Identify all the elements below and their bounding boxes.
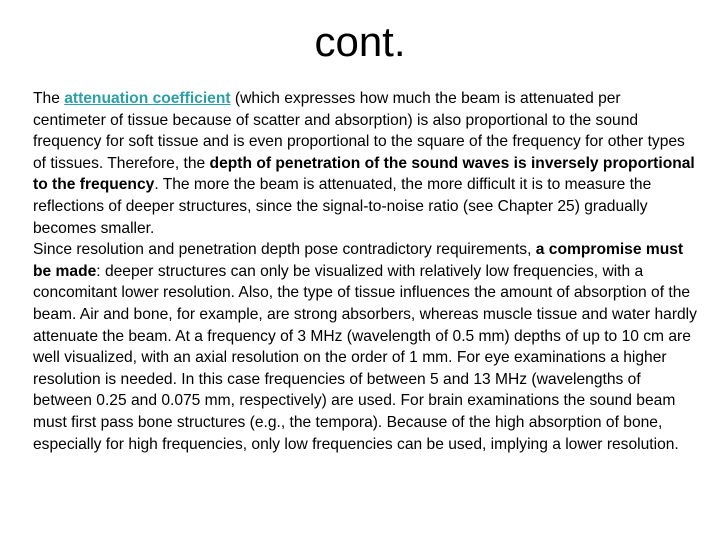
paragraph-text: The xyxy=(33,90,65,107)
penetration-depth-statement: depth of penetration of the sound waves is inversely proportional to the frequency xyxy=(33,154,695,194)
compromise-statement: a compromise must be made xyxy=(33,241,684,280)
attenuation-coefficient-link[interactable]: attenuation coefficient xyxy=(64,90,231,107)
paragraph-compromise xyxy=(33,239,697,455)
paragraph-text: Since resolution and penetration depth pose contradictory requirements, xyxy=(33,241,536,259)
paragraph-text: : deeper structures can only be visualized with relatively low frequencies, with a concomitant lower resolution. Also, the type of tissue influences the amount of absorption of the beam. Air and bone, for example, are strong absorbers, whereas muscle tissue and water hardly attenuate the beam. At a frequency of 3 MHz (wavelength of 0.5 mm) depths of up to 10 cm are well visualized, with an axial resolution on the order of 1 mm. For eye examinations a higher resolution is needed. In this case frequencies of between 5 and 13 MHz (wavelengths of between 0.25 and 0.075 mm, respectively) are used. For brain examinations the sound beam must first pass bone structures (e.g., the tempora). Because of the high absorption of bone, especially for high frequencies, only low frequencies can be used, implying a lower resolution. xyxy=(33,262,697,453)
paragraph-text: . The more the beam is attenuated, the more difficult it is to measure the reflections of deeper structures, since the signal-to-noise ratio (see Chapter 25) gradually becomes smaller. xyxy=(33,176,652,237)
slide-body xyxy=(33,88,697,455)
paragraph-attenuation xyxy=(33,88,697,239)
slide-title: cont. xyxy=(314,18,406,65)
paragraph-text: (which expresses how much the beam is attenuated per centimeter of tissue because of scatter and absorption) is also proportional to the sound frequency for soft tissue and is even proportional to the square of the frequency for other types of tissues. Therefore, the xyxy=(33,90,685,172)
